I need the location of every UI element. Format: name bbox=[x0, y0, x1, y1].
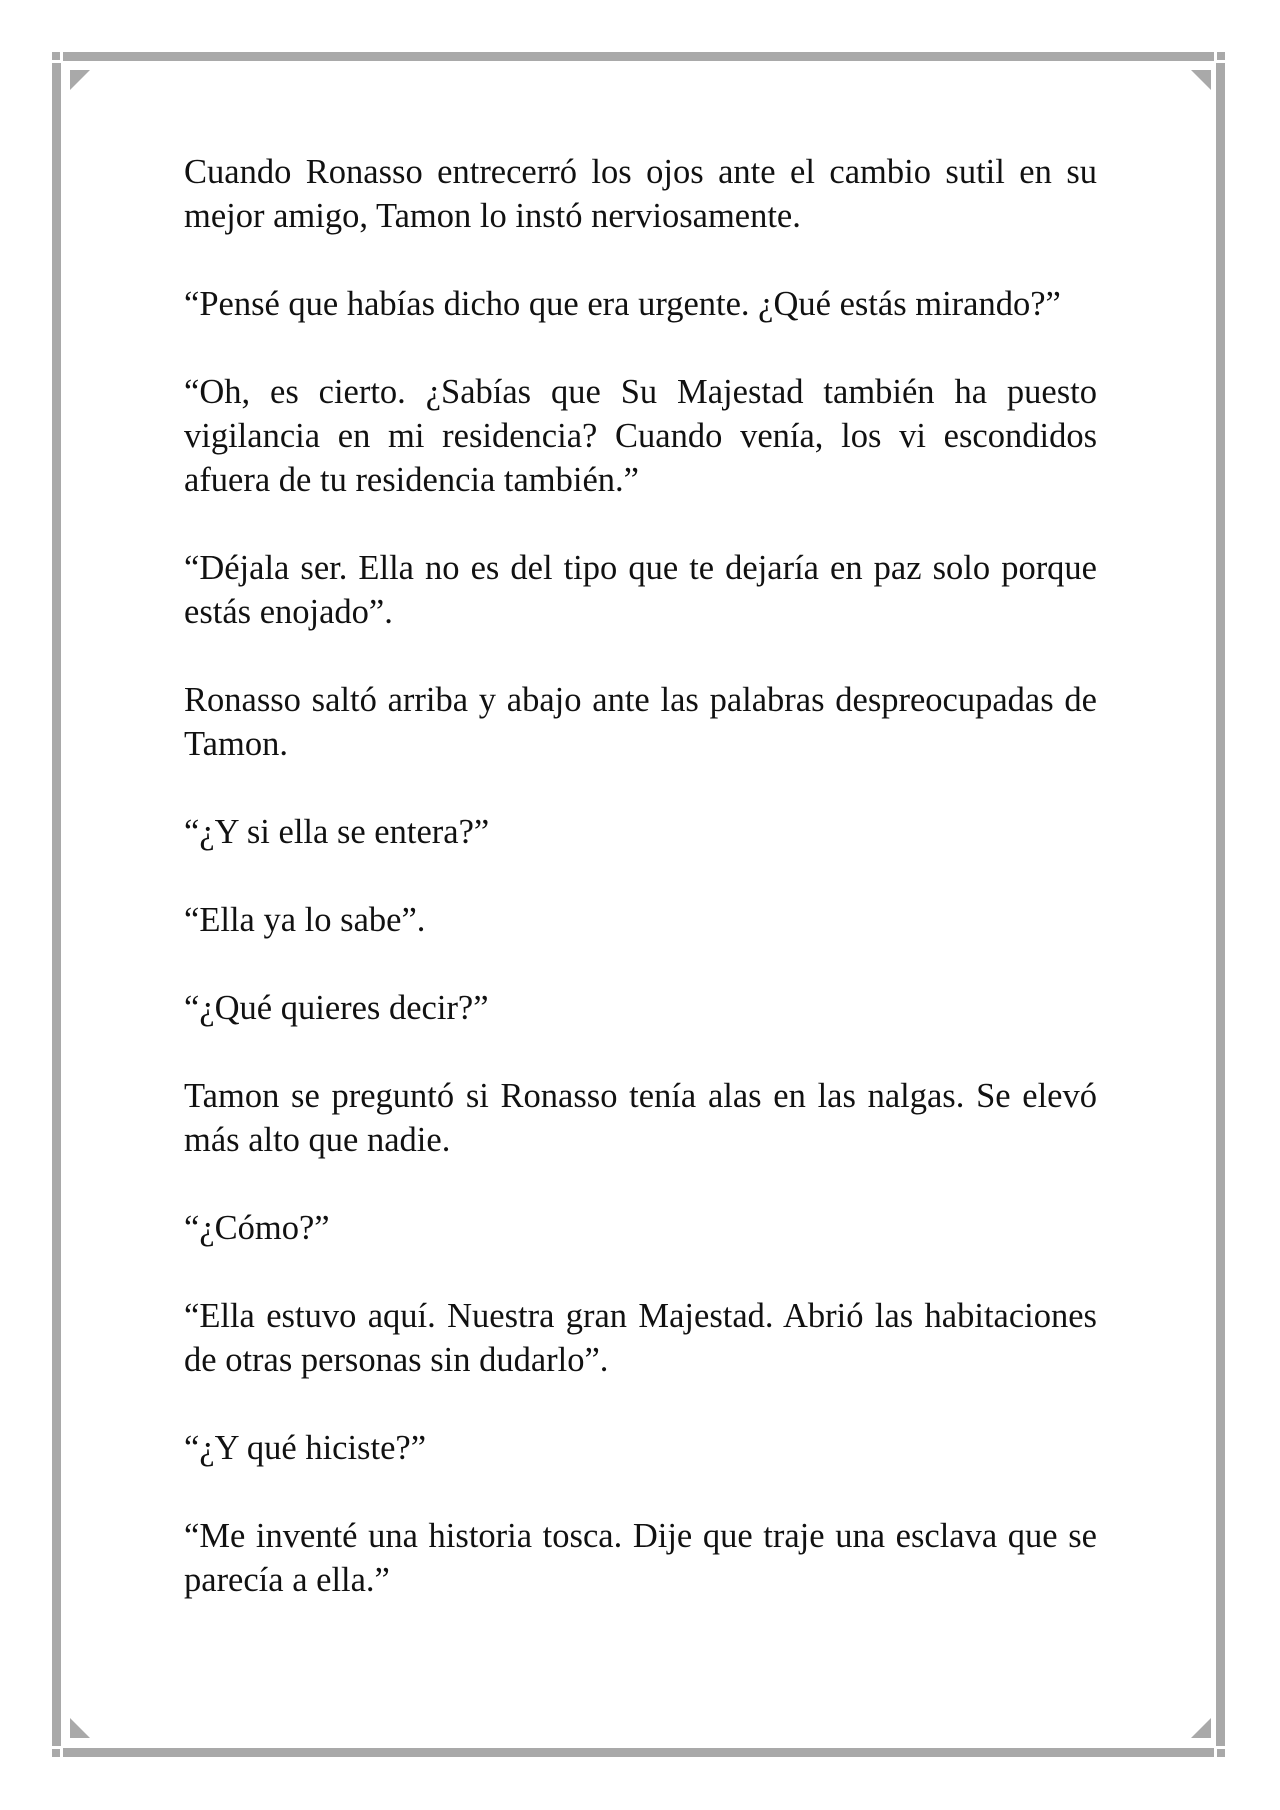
paragraph: “Oh, es cierto. ¿Sabías que Su Majestad también ha puesto vigilancia en mi residencia? Cuando venía, los vi escondidos afuera de tu residencia también.” bbox=[184, 373, 1097, 499]
page-body bbox=[184, 150, 1097, 1646]
frame-top-border bbox=[58, 52, 1220, 61]
paragraph: “Déjala ser. Ella no es del tipo que te dejaría en paz solo porque estás enojado”. bbox=[184, 549, 1097, 631]
corner-square-top-left bbox=[49, 49, 63, 63]
corner-triangle-bottom-right bbox=[1191, 1718, 1211, 1738]
paragraph: “Me inventé una historia tosca. Dije que traje una esclava que se parecía a ella.” bbox=[184, 1517, 1097, 1599]
paragraph: “¿Y qué hiciste?” bbox=[184, 1429, 427, 1467]
corner-square-top-right bbox=[1214, 49, 1228, 63]
corner-triangle-top-right bbox=[1191, 70, 1211, 90]
corner-triangle-bottom-left bbox=[70, 1718, 90, 1738]
paragraph: “Ella estuvo aquí. Nuestra gran Majestad. Abrió las habitaciones de otras personas sin dudarlo”. bbox=[184, 1297, 1097, 1379]
corner-triangle-top-left bbox=[70, 70, 90, 90]
corner-square-bottom-right bbox=[1214, 1746, 1228, 1760]
frame-right-border bbox=[1216, 58, 1225, 1752]
paragraph: Tamon se preguntó si Ronasso tenía alas en las nalgas. Se elevó más alto que nadie. bbox=[184, 1077, 1097, 1159]
paragraph: “Ella ya lo sabe”. bbox=[184, 901, 426, 939]
paragraph: “¿Qué quieres decir?” bbox=[184, 989, 489, 1027]
frame-bottom-border bbox=[58, 1748, 1220, 1757]
frame-left-border bbox=[52, 58, 61, 1752]
paragraph: “¿Y si ella se entera?” bbox=[184, 813, 490, 851]
corner-square-bottom-left bbox=[49, 1746, 63, 1760]
paragraph: Ronasso saltó arriba y abajo ante las palabras despreocupadas de Tamon. bbox=[184, 681, 1097, 763]
paragraph: Cuando Ronasso entrecerró los ojos ante el cambio sutil en su mejor amigo, Tamon lo instó nerviosamente. bbox=[184, 153, 1097, 235]
paragraph: “Pensé que habías dicho que era urgente. ¿Qué estás mirando?” bbox=[184, 285, 1061, 323]
paragraph: “¿Cómo?” bbox=[184, 1209, 330, 1247]
